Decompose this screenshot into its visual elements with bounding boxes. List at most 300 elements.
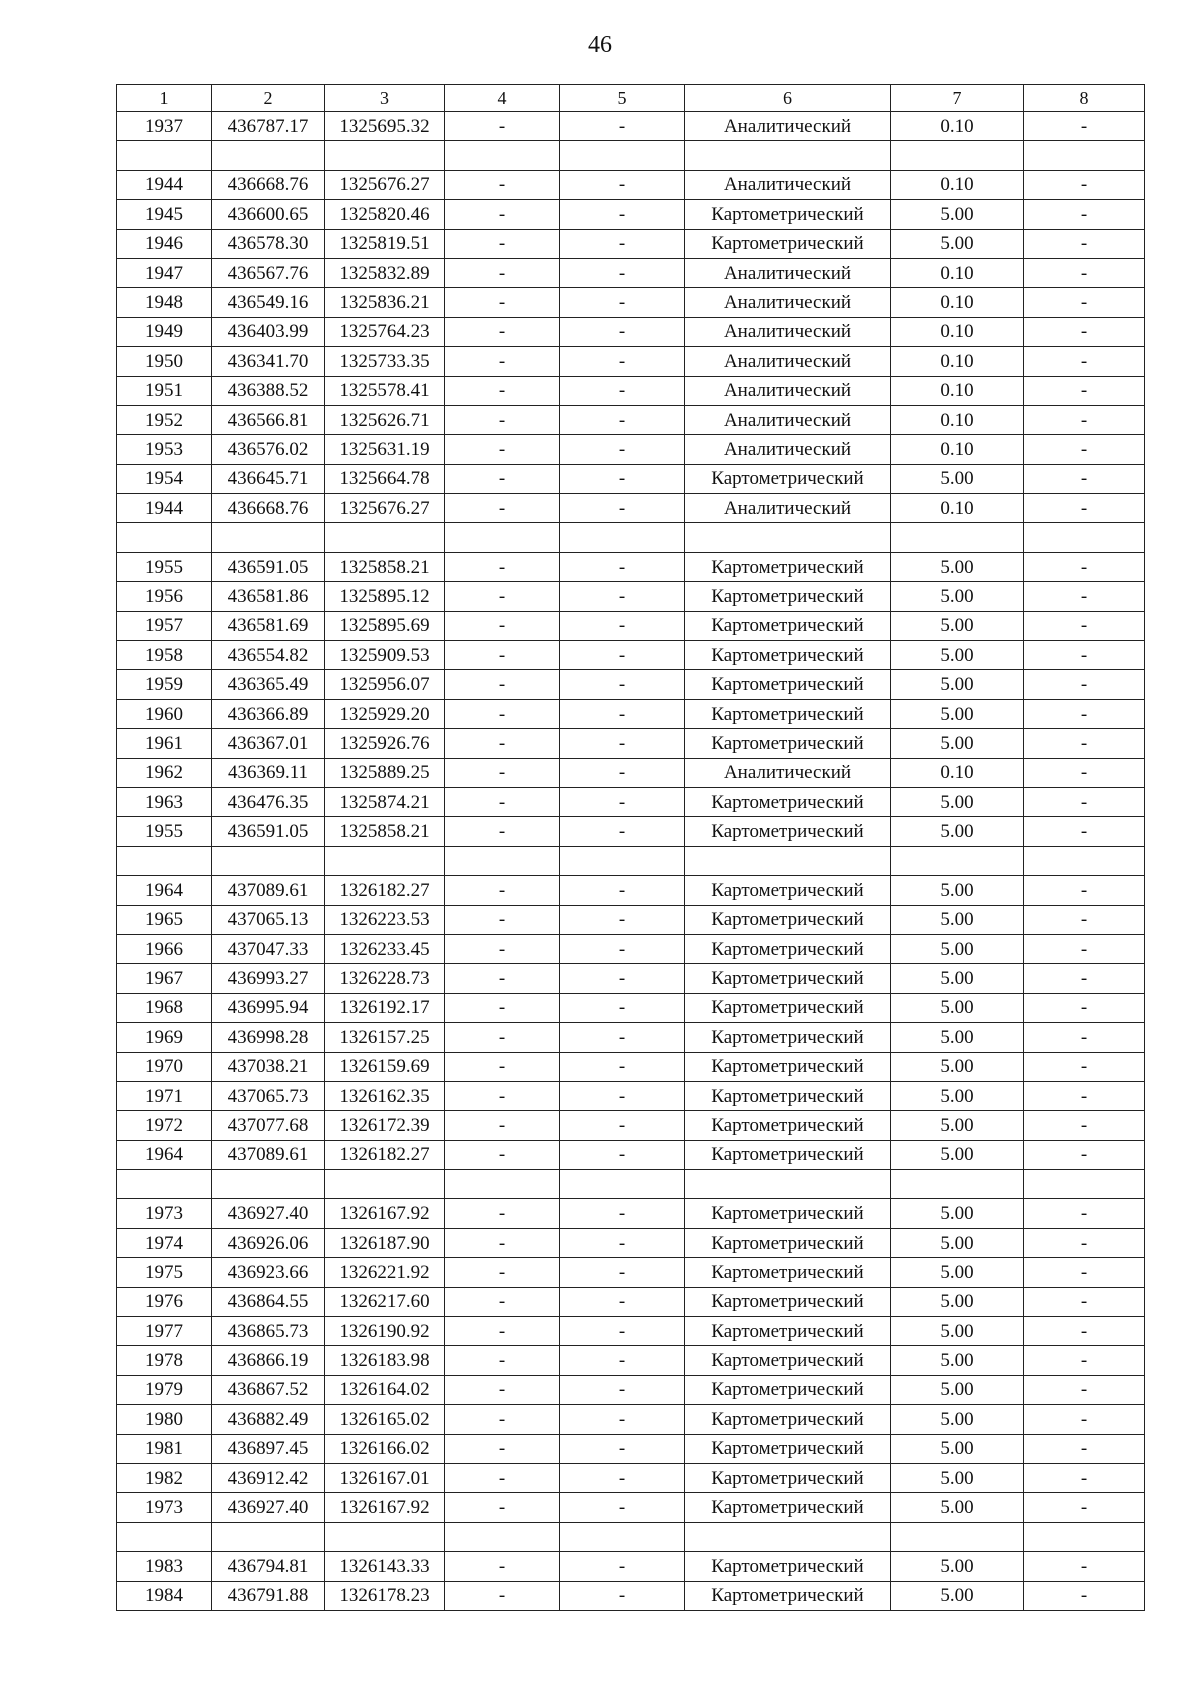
accuracy-cell: 0.10 bbox=[891, 494, 1024, 523]
y-coordinate-cell: 1325695.32 bbox=[325, 112, 445, 141]
table-row bbox=[117, 582, 1145, 611]
y-coordinate-cell: 1325820.46 bbox=[325, 200, 445, 229]
col8-cell: - bbox=[1024, 964, 1145, 993]
separator-row bbox=[117, 141, 1145, 170]
x-coordinate-cell: 436787.17 bbox=[212, 112, 325, 141]
point-number-cell: 1983 bbox=[117, 1552, 212, 1581]
point-number-cell bbox=[117, 523, 212, 552]
col4-cell: - bbox=[445, 905, 560, 934]
col8-cell: - bbox=[1024, 112, 1145, 141]
point-number-cell bbox=[117, 846, 212, 875]
col8-cell: - bbox=[1024, 1552, 1145, 1581]
separator-row bbox=[117, 1170, 1145, 1199]
col4-cell: - bbox=[445, 1140, 560, 1169]
col5-cell: - bbox=[560, 905, 685, 934]
table-row bbox=[117, 1081, 1145, 1110]
x-coordinate-cell: 436668.76 bbox=[212, 170, 325, 199]
col5-cell: - bbox=[560, 347, 685, 376]
col8-cell: - bbox=[1024, 641, 1145, 670]
accuracy-cell: 5.00 bbox=[891, 787, 1024, 816]
method-cell: Картометрический bbox=[685, 993, 891, 1022]
col4-cell: - bbox=[445, 1023, 560, 1052]
point-number-cell: 1950 bbox=[117, 347, 212, 376]
table-row bbox=[117, 1493, 1145, 1522]
table-row bbox=[117, 1287, 1145, 1316]
table-row bbox=[117, 1140, 1145, 1169]
method-cell bbox=[685, 846, 891, 875]
method-cell: Картометрический bbox=[685, 1111, 891, 1140]
table-row bbox=[117, 229, 1145, 258]
point-number-cell: 1955 bbox=[117, 817, 212, 846]
point-number-cell: 1947 bbox=[117, 258, 212, 287]
method-cell: Картометрический bbox=[685, 200, 891, 229]
accuracy-cell: 5.00 bbox=[891, 464, 1024, 493]
separator-row bbox=[117, 846, 1145, 875]
accuracy-cell: 0.10 bbox=[891, 376, 1024, 405]
col8-cell: - bbox=[1024, 582, 1145, 611]
x-coordinate-cell bbox=[212, 1170, 325, 1199]
col5-cell: - bbox=[560, 1258, 685, 1287]
x-coordinate-cell: 436897.45 bbox=[212, 1434, 325, 1463]
col8-cell: - bbox=[1024, 1405, 1145, 1434]
table-row bbox=[117, 729, 1145, 758]
method-cell: Картометрический bbox=[685, 1228, 891, 1257]
accuracy-cell: 5.00 bbox=[891, 1228, 1024, 1257]
point-number-cell: 1964 bbox=[117, 876, 212, 905]
col5-cell: - bbox=[560, 1140, 685, 1169]
col8-cell: - bbox=[1024, 494, 1145, 523]
accuracy-cell: 5.00 bbox=[891, 1052, 1024, 1081]
col4-cell: - bbox=[445, 817, 560, 846]
x-coordinate-cell: 436998.28 bbox=[212, 1023, 325, 1052]
table-row bbox=[117, 817, 1145, 846]
col4-cell bbox=[445, 141, 560, 170]
point-number-cell: 1973 bbox=[117, 1493, 212, 1522]
y-coordinate-cell: 1326182.27 bbox=[325, 1140, 445, 1169]
col4-cell: - bbox=[445, 670, 560, 699]
col8-cell: - bbox=[1024, 200, 1145, 229]
y-coordinate-cell: 1326167.92 bbox=[325, 1199, 445, 1228]
accuracy-cell: 5.00 bbox=[891, 1493, 1024, 1522]
y-coordinate-cell: 1326167.01 bbox=[325, 1463, 445, 1492]
y-coordinate-cell: 1326159.69 bbox=[325, 1052, 445, 1081]
col8-cell: - bbox=[1024, 1081, 1145, 1110]
x-coordinate-cell: 437065.73 bbox=[212, 1081, 325, 1110]
point-number-cell: 1960 bbox=[117, 699, 212, 728]
point-number-cell: 1952 bbox=[117, 405, 212, 434]
method-cell: Аналитический bbox=[685, 376, 891, 405]
accuracy-cell: 5.00 bbox=[891, 611, 1024, 640]
method-cell: Картометрический bbox=[685, 1287, 891, 1316]
method-cell: Картометрический bbox=[685, 1199, 891, 1228]
col4-cell: - bbox=[445, 1199, 560, 1228]
accuracy-cell: 0.10 bbox=[891, 347, 1024, 376]
table-row bbox=[117, 1023, 1145, 1052]
x-coordinate-cell: 436865.73 bbox=[212, 1317, 325, 1346]
col4-cell: - bbox=[445, 1552, 560, 1581]
accuracy-cell: 0.10 bbox=[891, 405, 1024, 434]
accuracy-cell: 5.00 bbox=[891, 934, 1024, 963]
accuracy-cell: 0.10 bbox=[891, 435, 1024, 464]
y-coordinate-cell: 1326143.33 bbox=[325, 1552, 445, 1581]
y-coordinate-cell: 1326178.23 bbox=[325, 1581, 445, 1610]
point-number-cell: 1948 bbox=[117, 288, 212, 317]
table-row bbox=[117, 112, 1145, 141]
method-cell: Картометрический bbox=[685, 670, 891, 699]
col4-cell: - bbox=[445, 435, 560, 464]
method-cell bbox=[685, 141, 891, 170]
method-cell: Картометрический bbox=[685, 1493, 891, 1522]
col5-cell: - bbox=[560, 787, 685, 816]
method-cell: Картометрический bbox=[685, 1581, 891, 1610]
y-coordinate-cell: 1326182.27 bbox=[325, 876, 445, 905]
col8-cell: - bbox=[1024, 934, 1145, 963]
col8-cell: - bbox=[1024, 347, 1145, 376]
column-header-2: 2 bbox=[212, 85, 325, 112]
method-cell: Картометрический bbox=[685, 464, 891, 493]
col4-cell: - bbox=[445, 1375, 560, 1404]
method-cell: Аналитический bbox=[685, 347, 891, 376]
table-row bbox=[117, 1375, 1145, 1404]
col5-cell bbox=[560, 846, 685, 875]
y-coordinate-cell: 1326233.45 bbox=[325, 934, 445, 963]
method-cell: Картометрический bbox=[685, 817, 891, 846]
method-cell: Аналитический bbox=[685, 758, 891, 787]
accuracy-cell: 0.10 bbox=[891, 317, 1024, 346]
col4-cell: - bbox=[445, 611, 560, 640]
table-row bbox=[117, 347, 1145, 376]
y-coordinate-cell: 1325836.21 bbox=[325, 288, 445, 317]
table-row bbox=[117, 1434, 1145, 1463]
col8-cell: - bbox=[1024, 1346, 1145, 1375]
col4-cell: - bbox=[445, 1317, 560, 1346]
col4-cell: - bbox=[445, 1052, 560, 1081]
col5-cell: - bbox=[560, 1346, 685, 1375]
col4-cell: - bbox=[445, 464, 560, 493]
x-coordinate-cell: 436645.71 bbox=[212, 464, 325, 493]
method-cell: Картометрический bbox=[685, 1023, 891, 1052]
col5-cell bbox=[560, 1522, 685, 1551]
y-coordinate-cell: 1326192.17 bbox=[325, 993, 445, 1022]
y-coordinate-cell: 1325819.51 bbox=[325, 229, 445, 258]
table-row bbox=[117, 905, 1145, 934]
method-cell: Картометрический bbox=[685, 934, 891, 963]
y-coordinate-cell: 1325664.78 bbox=[325, 464, 445, 493]
col8-cell: - bbox=[1024, 1434, 1145, 1463]
col8-cell: - bbox=[1024, 1317, 1145, 1346]
y-coordinate-cell: 1325926.76 bbox=[325, 729, 445, 758]
method-cell: Картометрический bbox=[685, 699, 891, 728]
table-row bbox=[117, 288, 1145, 317]
col5-cell: - bbox=[560, 464, 685, 493]
col8-cell: - bbox=[1024, 729, 1145, 758]
point-number-cell: 1972 bbox=[117, 1111, 212, 1140]
y-coordinate-cell: 1326190.92 bbox=[325, 1317, 445, 1346]
table-row bbox=[117, 170, 1145, 199]
y-coordinate-cell bbox=[325, 846, 445, 875]
col4-cell: - bbox=[445, 787, 560, 816]
col8-cell: - bbox=[1024, 758, 1145, 787]
table-row bbox=[117, 552, 1145, 581]
col4-cell: - bbox=[445, 405, 560, 434]
y-coordinate-cell: 1325895.69 bbox=[325, 611, 445, 640]
table-row bbox=[117, 964, 1145, 993]
col5-cell bbox=[560, 1170, 685, 1199]
coordinates-table bbox=[116, 84, 1145, 1611]
col8-cell: - bbox=[1024, 464, 1145, 493]
accuracy-cell: 5.00 bbox=[891, 699, 1024, 728]
x-coordinate-cell: 436581.86 bbox=[212, 582, 325, 611]
col8-cell: - bbox=[1024, 1228, 1145, 1257]
table-row bbox=[117, 1463, 1145, 1492]
col8-cell bbox=[1024, 141, 1145, 170]
col8-cell: - bbox=[1024, 1140, 1145, 1169]
x-coordinate-cell bbox=[212, 1522, 325, 1551]
y-coordinate-cell: 1325631.19 bbox=[325, 435, 445, 464]
column-header-3: 3 bbox=[325, 85, 445, 112]
table-row bbox=[117, 787, 1145, 816]
y-coordinate-cell bbox=[325, 1522, 445, 1551]
y-coordinate-cell: 1326228.73 bbox=[325, 964, 445, 993]
table-row bbox=[117, 435, 1145, 464]
accuracy-cell: 5.00 bbox=[891, 1287, 1024, 1316]
col4-cell: - bbox=[445, 1081, 560, 1110]
method-cell: Картометрический bbox=[685, 1552, 891, 1581]
x-coordinate-cell: 436341.70 bbox=[212, 347, 325, 376]
accuracy-cell: 5.00 bbox=[891, 1405, 1024, 1434]
point-number-cell: 1964 bbox=[117, 1140, 212, 1169]
x-coordinate-cell bbox=[212, 523, 325, 552]
y-coordinate-cell bbox=[325, 1170, 445, 1199]
x-coordinate-cell: 436927.40 bbox=[212, 1199, 325, 1228]
col4-cell: - bbox=[445, 1258, 560, 1287]
col5-cell bbox=[560, 141, 685, 170]
point-number-cell: 1967 bbox=[117, 964, 212, 993]
x-coordinate-cell: 436912.42 bbox=[212, 1463, 325, 1492]
col5-cell: - bbox=[560, 435, 685, 464]
x-coordinate-cell: 436388.52 bbox=[212, 376, 325, 405]
accuracy-cell: 5.00 bbox=[891, 1581, 1024, 1610]
x-coordinate-cell: 436995.94 bbox=[212, 993, 325, 1022]
point-number-cell: 1971 bbox=[117, 1081, 212, 1110]
table-row bbox=[117, 405, 1145, 434]
table-row bbox=[117, 758, 1145, 787]
y-coordinate-cell: 1325626.71 bbox=[325, 405, 445, 434]
col4-cell: - bbox=[445, 641, 560, 670]
x-coordinate-cell: 436476.35 bbox=[212, 787, 325, 816]
method-cell: Аналитический bbox=[685, 435, 891, 464]
col4-cell: - bbox=[445, 1346, 560, 1375]
col5-cell bbox=[560, 523, 685, 552]
col8-cell: - bbox=[1024, 1111, 1145, 1140]
point-number-cell: 1975 bbox=[117, 1258, 212, 1287]
col5-cell: - bbox=[560, 288, 685, 317]
accuracy-cell: 5.00 bbox=[891, 1317, 1024, 1346]
col5-cell: - bbox=[560, 1199, 685, 1228]
col5-cell: - bbox=[560, 670, 685, 699]
table-row bbox=[117, 494, 1145, 523]
y-coordinate-cell: 1326162.35 bbox=[325, 1081, 445, 1110]
point-number-cell: 1977 bbox=[117, 1317, 212, 1346]
point-number-cell: 1944 bbox=[117, 494, 212, 523]
table-row bbox=[117, 464, 1145, 493]
accuracy-cell: 0.10 bbox=[891, 112, 1024, 141]
x-coordinate-cell: 436403.99 bbox=[212, 317, 325, 346]
col8-cell: - bbox=[1024, 1258, 1145, 1287]
y-coordinate-cell bbox=[325, 141, 445, 170]
col8-cell: - bbox=[1024, 1463, 1145, 1492]
y-coordinate-cell: 1326157.25 bbox=[325, 1023, 445, 1052]
col5-cell: - bbox=[560, 1493, 685, 1522]
col4-cell: - bbox=[445, 376, 560, 405]
method-cell: Картометрический bbox=[685, 582, 891, 611]
point-number-cell: 1984 bbox=[117, 1581, 212, 1610]
col5-cell: - bbox=[560, 1434, 685, 1463]
col4-cell: - bbox=[445, 1463, 560, 1492]
method-cell: Картометрический bbox=[685, 1081, 891, 1110]
point-number-cell: 1958 bbox=[117, 641, 212, 670]
method-cell: Картометрический bbox=[685, 1405, 891, 1434]
y-coordinate-cell: 1325733.35 bbox=[325, 347, 445, 376]
y-coordinate-cell: 1326167.92 bbox=[325, 1493, 445, 1522]
point-number-cell: 1962 bbox=[117, 758, 212, 787]
method-cell: Аналитический bbox=[685, 317, 891, 346]
y-coordinate-cell: 1326217.60 bbox=[325, 1287, 445, 1316]
table-row bbox=[117, 376, 1145, 405]
table-row bbox=[117, 670, 1145, 699]
y-coordinate-cell: 1325832.89 bbox=[325, 258, 445, 287]
x-coordinate-cell: 437038.21 bbox=[212, 1052, 325, 1081]
point-number-cell: 1945 bbox=[117, 200, 212, 229]
y-coordinate-cell: 1325874.21 bbox=[325, 787, 445, 816]
method-cell: Картометрический bbox=[685, 1140, 891, 1169]
col5-cell: - bbox=[560, 611, 685, 640]
y-coordinate-cell: 1325956.07 bbox=[325, 670, 445, 699]
col4-cell: - bbox=[445, 288, 560, 317]
col8-cell bbox=[1024, 846, 1145, 875]
table-body bbox=[117, 112, 1145, 1611]
x-coordinate-cell: 436366.89 bbox=[212, 699, 325, 728]
method-cell: Картометрический bbox=[685, 876, 891, 905]
method-cell: Картометрический bbox=[685, 1434, 891, 1463]
x-coordinate-cell: 436567.76 bbox=[212, 258, 325, 287]
col5-cell: - bbox=[560, 405, 685, 434]
x-coordinate-cell: 436369.11 bbox=[212, 758, 325, 787]
accuracy-cell: 0.10 bbox=[891, 758, 1024, 787]
method-cell: Аналитический bbox=[685, 170, 891, 199]
col5-cell: - bbox=[560, 993, 685, 1022]
accuracy-cell: 5.00 bbox=[891, 876, 1024, 905]
col8-cell: - bbox=[1024, 699, 1145, 728]
table-row bbox=[117, 1581, 1145, 1610]
col8-cell: - bbox=[1024, 1287, 1145, 1316]
x-coordinate-cell: 437047.33 bbox=[212, 934, 325, 963]
x-coordinate-cell: 436549.16 bbox=[212, 288, 325, 317]
y-coordinate-cell: 1326221.92 bbox=[325, 1258, 445, 1287]
col5-cell: - bbox=[560, 229, 685, 258]
table-row bbox=[117, 876, 1145, 905]
x-coordinate-cell bbox=[212, 846, 325, 875]
point-number-cell: 1968 bbox=[117, 993, 212, 1022]
accuracy-cell: 5.00 bbox=[891, 729, 1024, 758]
x-coordinate-cell: 436926.06 bbox=[212, 1228, 325, 1257]
col4-cell: - bbox=[445, 494, 560, 523]
col4-cell bbox=[445, 523, 560, 552]
point-number-cell: 1956 bbox=[117, 582, 212, 611]
table-row bbox=[117, 611, 1145, 640]
x-coordinate-cell: 436591.05 bbox=[212, 817, 325, 846]
method-cell: Аналитический bbox=[685, 258, 891, 287]
point-number-cell: 1954 bbox=[117, 464, 212, 493]
accuracy-cell: 5.00 bbox=[891, 582, 1024, 611]
header-row bbox=[117, 85, 1145, 112]
method-cell: Картометрический bbox=[685, 611, 891, 640]
col5-cell: - bbox=[560, 170, 685, 199]
col8-cell: - bbox=[1024, 258, 1145, 287]
column-header-4: 4 bbox=[445, 85, 560, 112]
table-row bbox=[117, 1405, 1145, 1434]
method-cell: Картометрический bbox=[685, 1375, 891, 1404]
x-coordinate-cell: 436576.02 bbox=[212, 435, 325, 464]
accuracy-cell: 5.00 bbox=[891, 1081, 1024, 1110]
x-coordinate-cell: 437089.61 bbox=[212, 876, 325, 905]
y-coordinate-cell: 1326223.53 bbox=[325, 905, 445, 934]
col4-cell: - bbox=[445, 934, 560, 963]
accuracy-cell: 5.00 bbox=[891, 552, 1024, 581]
point-number-cell: 1949 bbox=[117, 317, 212, 346]
col5-cell: - bbox=[560, 1463, 685, 1492]
method-cell: Картометрический bbox=[685, 1258, 891, 1287]
y-coordinate-cell: 1325676.27 bbox=[325, 170, 445, 199]
col8-cell: - bbox=[1024, 993, 1145, 1022]
x-coordinate-cell: 436554.82 bbox=[212, 641, 325, 670]
point-number-cell: 1965 bbox=[117, 905, 212, 934]
col8-cell bbox=[1024, 523, 1145, 552]
method-cell: Картометрический bbox=[685, 787, 891, 816]
point-number-cell: 1978 bbox=[117, 1346, 212, 1375]
y-coordinate-cell: 1325858.21 bbox=[325, 552, 445, 581]
col4-cell: - bbox=[445, 317, 560, 346]
accuracy-cell: 0.10 bbox=[891, 170, 1024, 199]
method-cell: Картометрический bbox=[685, 1346, 891, 1375]
table-row bbox=[117, 993, 1145, 1022]
col8-cell: - bbox=[1024, 1023, 1145, 1052]
accuracy-cell: 5.00 bbox=[891, 1258, 1024, 1287]
point-number-cell: 1980 bbox=[117, 1405, 212, 1434]
y-coordinate-cell: 1325889.25 bbox=[325, 758, 445, 787]
col8-cell: - bbox=[1024, 817, 1145, 846]
y-coordinate-cell: 1325929.20 bbox=[325, 699, 445, 728]
x-coordinate-cell: 436794.81 bbox=[212, 1552, 325, 1581]
col5-cell: - bbox=[560, 1405, 685, 1434]
x-coordinate-cell: 437089.61 bbox=[212, 1140, 325, 1169]
col8-cell: - bbox=[1024, 1199, 1145, 1228]
col4-cell: - bbox=[445, 1581, 560, 1610]
accuracy-cell: 5.00 bbox=[891, 670, 1024, 699]
table-row bbox=[117, 1317, 1145, 1346]
accuracy-cell: 5.00 bbox=[891, 1375, 1024, 1404]
point-number-cell bbox=[117, 1522, 212, 1551]
column-header-8: 8 bbox=[1024, 85, 1145, 112]
point-number-cell: 1955 bbox=[117, 552, 212, 581]
col4-cell: - bbox=[445, 964, 560, 993]
accuracy-cell: 0.10 bbox=[891, 258, 1024, 287]
col5-cell: - bbox=[560, 494, 685, 523]
table-row bbox=[117, 1111, 1145, 1140]
accuracy-cell: 5.00 bbox=[891, 905, 1024, 934]
col5-cell: - bbox=[560, 1052, 685, 1081]
x-coordinate-cell: 436591.05 bbox=[212, 552, 325, 581]
